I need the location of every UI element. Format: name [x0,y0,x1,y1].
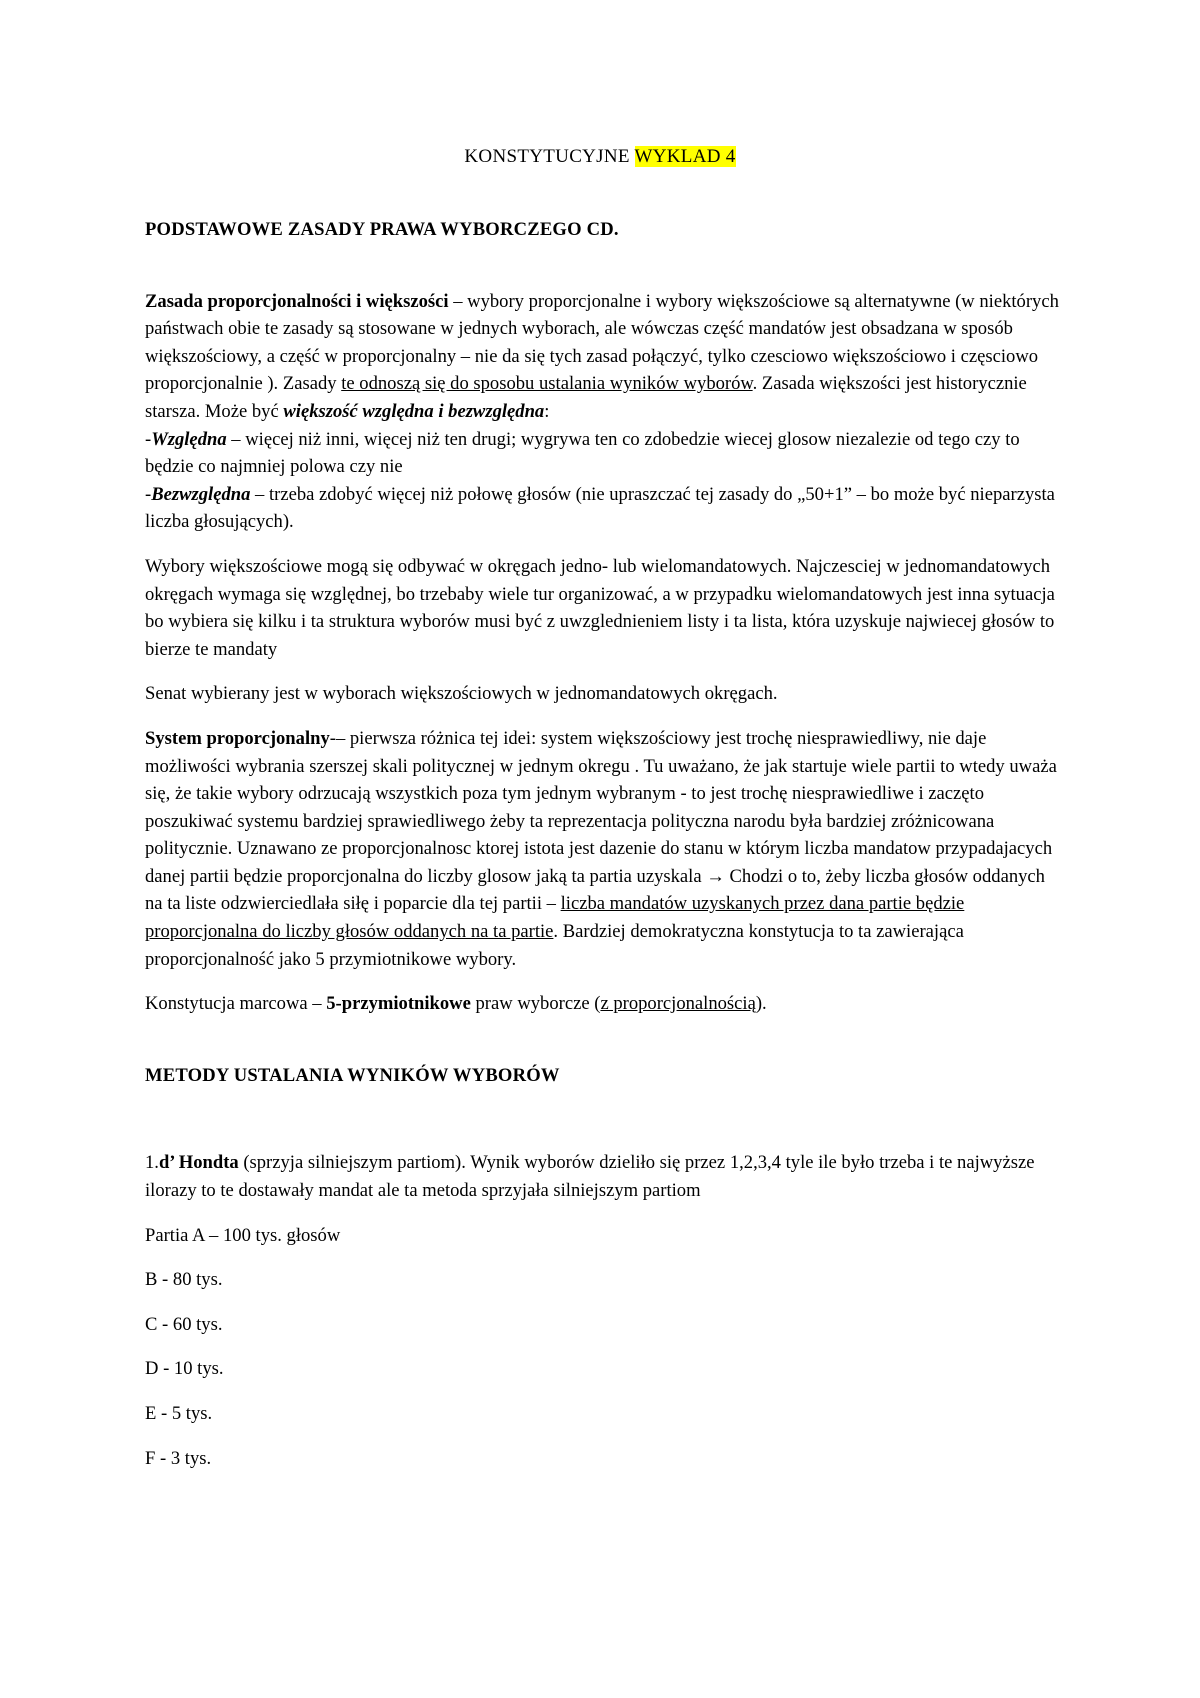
bold-italic-term: Względna [151,428,227,450]
paragraph-proportionality [145,288,1065,536]
underlined-text: te odnoszą się do sposobu ustalania wyników wyborów [341,373,753,395]
document-title [0,143,1200,171]
bold-term: System proporcjonalny [145,727,330,749]
text-run: Konstytucja marcowa – [145,993,327,1015]
text-run: praw wyborcze ( [470,993,601,1015]
title-prefix: KONSTYTUCYJNE [464,146,635,167]
paragraph-majority-elections: Wybory większościowe mogą się odbywać w okręgach jedno- lub wielomandatowych. Najczesciej w jednomandatowych okręgach wymaga się względnej, bo trzebaby wiele tur organizować, a w przypadku wielomandatowych jest inna sytuacja bo wybiera się kilku i ta struktura wyborów musi być z uwzglednieniem listy i ta lista, która uzyskuje najwiecej głosów to bierze te mandaty [145,555,1055,660]
arrow-icon: → [706,865,725,887]
party-line: D - 10 tys. [145,1358,224,1380]
document-body [145,216,1065,1472]
text-run: 1. [145,1152,159,1174]
section-heading-methods: METODY USTALANIA WYNIKÓW WYBORÓW [145,1064,560,1086]
text-run: ). [755,993,767,1015]
text-run: . Zasada większości jest historycznie starsza. Może być [145,373,1027,422]
party-line: E - 5 tys. [145,1403,213,1424]
text-run: Chodzi o to, żeby liczba głosów oddanych na ta liste odzwierciedlała siłę i poparcie dla tej partii – [145,865,1045,915]
section-heading-principles: PODSTAWOWE ZASADY PRAWA WYBORCZEGO CD. [145,219,619,240]
bold-term: 5-przymiotnikowe [326,993,471,1015]
list-dash: - [145,428,152,450]
bold-term: d’ Hondta [158,1152,239,1174]
text-run: – trzeba zdobyć więcej niż połowę głosów (nie upraszczać tej zasady do „50+1” – bo może być nieparzysta liczba głosujących). [145,483,1055,533]
title-highlight: WYKLAD 4 [634,146,736,167]
paragraph-senate: Senat wybierany jest w wyborach większościowych w jednomandatowych okręgach. [145,683,778,705]
text-run: – wybory proporcjonalne i wybory większościowe są alternatywne (w niektórych państwach obie te zasady są stosowane w jednych wyborach, ale wówczas część mandatów jest obsadzana w sposób większościowy, a część w proporcjonalny – nie da się tych zasad połączyć, tylko czesciowo większościowo i częsciowo proporcjonalnie ). Zasady [145,290,1059,395]
paragraph-dhondt [145,1149,1065,1204]
party-line: F - 3 tys. [145,1447,212,1469]
paragraph-march-constitution [145,990,1065,1018]
party-line: Partia A – 100 tys. głosów [145,1224,341,1246]
text-run: : [544,400,550,422]
text-run: (sprzyja silniejszym partiom). Wynik wyborów dzieliło się przez 1,2,3,4 tyle ile było trzeba i te najwyższe ilorazy to te dostawały mandat ale ta metoda sprzyjała silniejszym partiom [145,1152,1035,1202]
bold-term: Zasada proporcjonalności i większości [145,290,449,312]
underlined-text: z proporcjonalnością [600,993,756,1015]
list-dash: - [145,483,152,505]
text-run: . Bardziej demokratyczna konstytucja to ta zawierająca proporcjonalność jako 5 przymiotnikowe wybory. [145,921,964,970]
underlined-text: liczba mandatów uzyskanych przez dana partie będzie proporcjonalna do liczby głosów oddanych na ta partie [145,893,965,943]
text-run: -– pierwsza różnica tej idei: system większościowy jest trochę niesprawiedliwy, nie daje możliwości wybrania szerszej skali politycznej w jednym okregu . Tu uważano, że jak startuje wiele partii to wtedy uważa się, że takie wybory odrzucają wszystkich poza tym jednym wybranym - to jest trochę niesprawiedliwe i zaczęto poszukiwać systemu bardziej sprawiedliwego żeby ta reprezentacja polityczna narodu była bardziej zróżnicowana politycznie. Uznawano ze proporcjonalnosc ktorej istota jest dazenie do stanu w którym liczba mandatow przypadajacych danej partii będzie proporcjonalna do liczby glosow jaką ta partia uzyskala [145,727,1057,887]
party-line: C - 60 tys. [145,1313,223,1335]
bold-italic-term: Bezwzględna [151,483,251,505]
text-run: – więcej niż inni, więcej niż ten drugi; wygrywa ten co zdobedzie wiecej glosow niezalezie od tego czy to będzie co najmniej polowa czy nie [145,428,1020,478]
party-line: B - 80 tys. [145,1269,223,1291]
bold-italic-term: większość względna i bezwzględna [283,400,545,422]
paragraph-proportional-system [145,725,1065,973]
